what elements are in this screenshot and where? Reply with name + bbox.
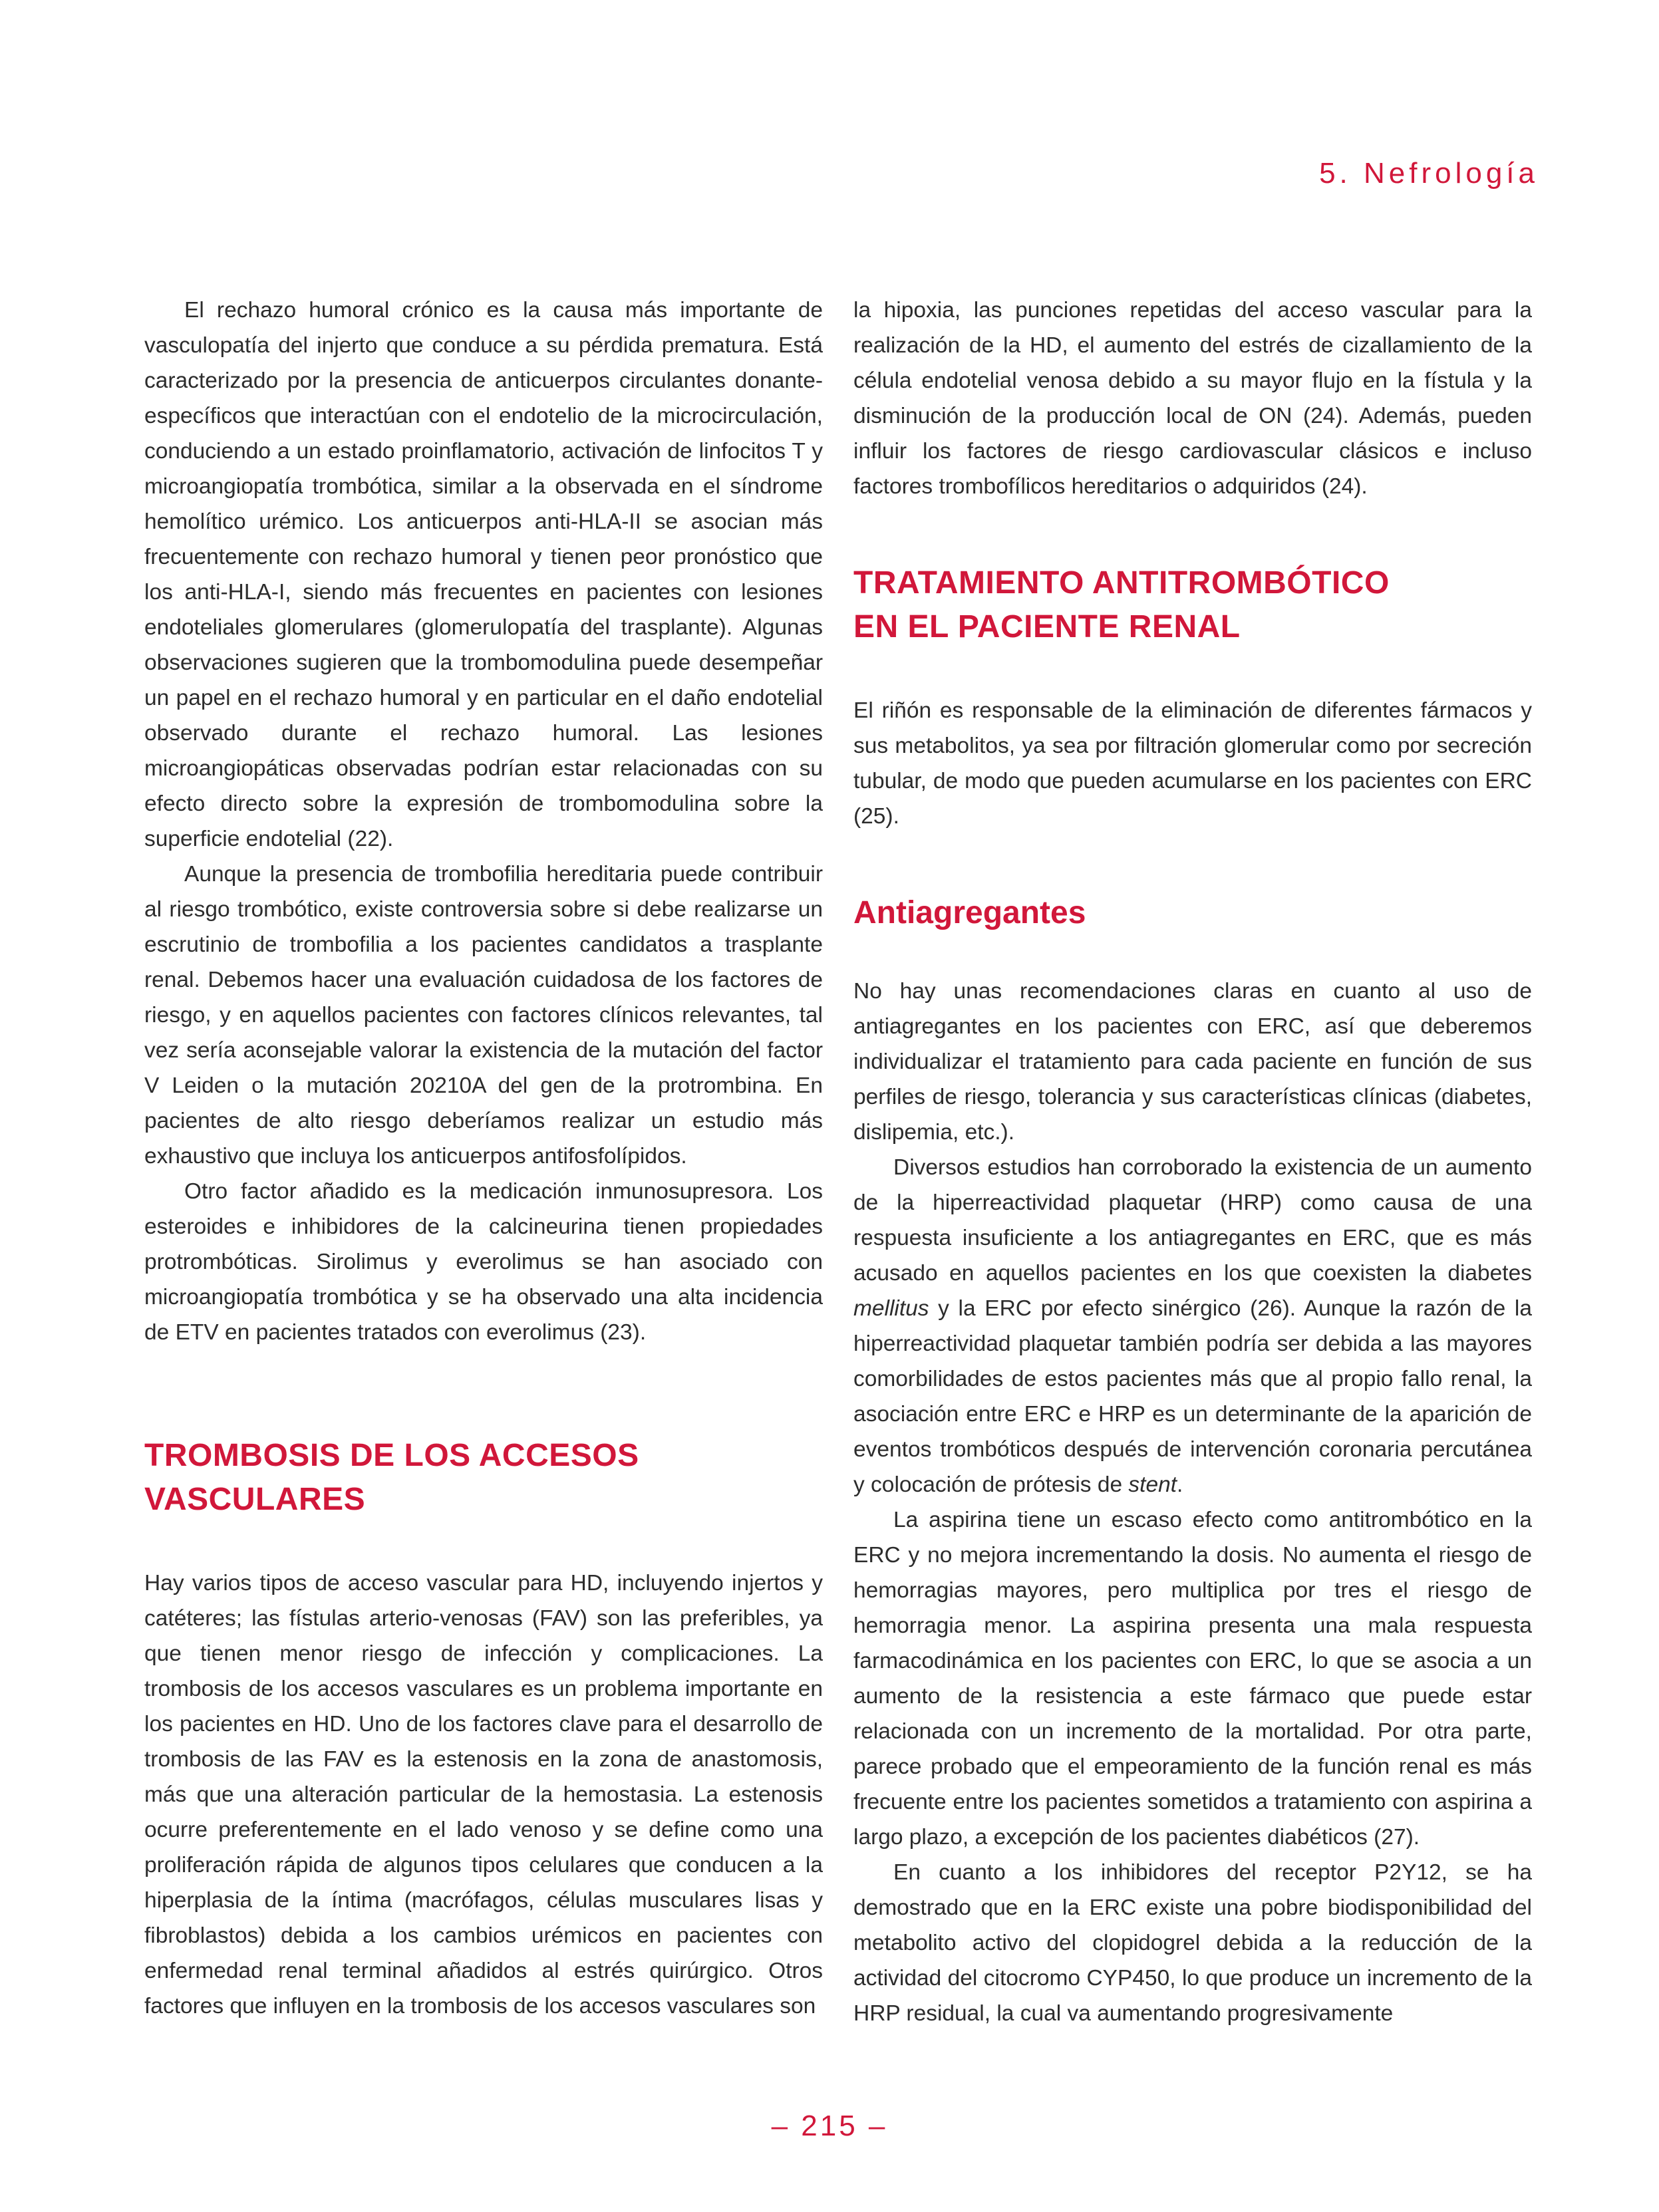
text-run: Diversos estudios han corroborado la existencia de un aumento de la hiperreactividad plaquetar (HRP) como causa de una respuesta insuficiente a los antiagregantes en ERC, que es más acusado en aquellos pacientes en los que coexisten la diabetes <box>853 1155 1532 1286</box>
paragraph: La aspirina tiene un escaso efecto como antitrombótico en la ERC y no mejora incrementando la dosis. No aumenta el riesgo de hemorragias mayores, pero multiplica por tres el riesgo de hemorragia menor. La aspirina presenta una mala respuesta farmacodinámica en los pacientes con ERC, lo que se asocia a un aumento de la resistencia a este fármaco que puede estar relacionada con un incremento de la mortalidad. Por otra parte, parece probado que el empeoramiento de la función renal es más frecuente entre los pacientes sometidos a tratamiento con aspirina a largo plazo, a excepción de los pacientes diabéticos (27). <box>853 1508 1532 1850</box>
paragraph <box>853 1150 1532 1502</box>
paragraph: En cuanto a los inhibidores del receptor P2Y12, se ha demostrado que en la ERC existe una pobre biodisponibilidad del metabolito activo del clopidogrel debida a la reducción de la actividad del citocromo CYP450, lo que produce un incremento de la HRP residual, la cual va aumentando progresivamente <box>853 1860 1532 2026</box>
paragraph: la hipoxia, las punciones repetidas del acceso vascular para la realización de la HD, el aumento del estrés de cizallamiento de la célula endotelial venosa debido a su mayor flujo en la fístula y la disminución de la producción local de ON (24). Además, pueden influir los factores de riesgo cardiovascular clásicos e incluso factores trombofílicos hereditarios o adquiridos (24). <box>853 298 1532 499</box>
paragraph: El riñón es responsable de la eliminación de diferentes fármacos y sus metabolitos, ya sea por filtración glomerular como por secreción tubular, de modo que pueden acumularse en los pacientes con ERC (25). <box>853 698 1532 829</box>
section-heading <box>853 561 1532 649</box>
italic-term: mellitus <box>853 1296 929 1321</box>
section-heading-line: TROMBOSIS DE LOS ACCESOS <box>144 1438 639 1473</box>
text-run: y la ERC por efecto sinérgico (26). Aunque la razón de la hiperreactividad plaquetar también podría ser debida a las mayores comorbilidades de estos pacientes más que al propio fallo renal, la asociación entre ERC e HRP es un determinante de la aparición de eventos trombóticos después de intervención coronaria percutánea y colocación de prótesis de <box>853 1296 1532 1497</box>
italic-term: stent <box>1128 1472 1177 1497</box>
page-number: – 215 – <box>771 2110 888 2142</box>
paragraph: Otro factor añadido es la medicación inmunosupresora. Los esteroides e inhibidores de la calcineurina tienen propiedades protrombóticas. Sirolimus y everolimus se han asociado con microangiopatía trombótica y se ha observado una alta incidencia de ETV en pacientes tratados con everolimus (23). <box>144 1179 823 1345</box>
section-heading-line: EN EL PACIENTE RENAL <box>853 609 1241 644</box>
paragraph: Hay varios tipos de acceso vascular para HD, incluyendo injertos y catéteres; las fístulas arterio-venosas (FAV) son las preferibles, ya que tienen menor riesgo de infección y complicaciones. La trombosis de los accesos vasculares es un problema importante en los pacientes en HD. Uno de los factores clave para el desarrollo de trombosis de las FAV es la estenosis en la zona de anastomosis, más que una alteración particular de la hemostasia. La estenosis ocurre preferentemente en el lado venoso y se define como una proliferación rápida de algunos tipos celulares que conducen a la hiperplasia de la íntima (macrófagos, células musculares lisas y fibroblastos) debida a los cambios urémicos en pacientes con enfermedad renal terminal añadidos al estrés quirúrgico. Otros factores que influyen en la trombosis de los accesos vasculares son <box>144 1571 823 2018</box>
section-heading-line: VASCULARES <box>144 1482 366 1517</box>
left-column <box>144 293 823 2024</box>
text-run: . <box>1177 1472 1183 1497</box>
right-column <box>853 293 1532 2031</box>
paragraph: No hay unas recomendaciones claras en cuanto al uso de antiagregantes en los pacientes con ERC, así que deberemos individualizar el tratamiento para cada paciente en función de sus perfiles de riesgo, tolerancia y sus características clínicas (diabetes, dislipemia, etc.). <box>853 979 1532 1145</box>
running-head: 5. Nefrología <box>1319 157 1539 190</box>
section-heading-line: TRATAMIENTO ANTITROMBÓTICO <box>853 565 1390 601</box>
paragraph: El rechazo humoral crónico es la causa más importante de vasculopatía del injerto que conduce a su pérdida prematura. Está caracterizado por la presencia de anticuerpos circulantes donante-específicos que interactúan con el endotelio de la microcirculación, conduciendo a un estado proinflamatorio, activación de linfocitos T y microangiopatía trombótica, similar a la observada en el síndrome hemolítico urémico. Los anticuerpos anti-HLA-II se asocian más frecuentemente con rechazo humoral y tienen peor pronóstico que los anti-HLA-I, siendo más frecuentes en pacientes con lesiones endoteliales glomerulares (glomerulopatía del trasplante). Algunas observaciones sugieren que la trombomodulina puede desempeñar un papel en el rechazo humoral y en particular en el daño endotelial observado durante el rechazo humoral. Las lesiones microangiopáticas observadas podrían estar relacionadas con su efecto directo sobre la expresión de trombomodulina sobre la superficie endotelial (22). <box>144 298 823 851</box>
paragraph: Aunque la presencia de trombofilia hereditaria puede contribuir al riesgo trombótico, existe controversia sobre si debe realizarse un escrutinio de trombofilia a los pacientes candidatos a trasplante renal. Debemos hacer una evaluación cuidadosa de los factores de riesgo, y en aquellos pacientes con factores clínicos relevantes, tal vez sería aconsejable valorar la existencia de la mutación del factor V Leiden o la mutación 20210A del gen de la protrombina. En pacientes de alto riesgo deberíamos realizar un estudio más exhaustivo que incluya los anticuerpos antifosfolípidos. <box>144 862 823 1169</box>
subsection-heading: Antiagregantes <box>853 895 1086 930</box>
section-heading <box>144 1434 823 1522</box>
